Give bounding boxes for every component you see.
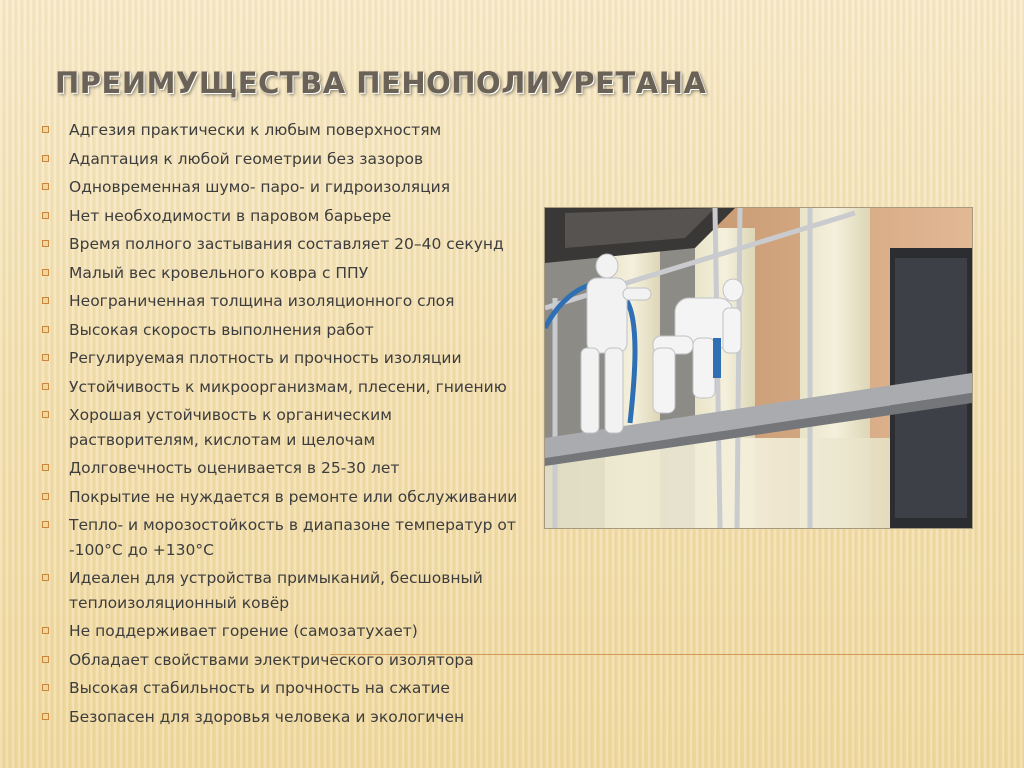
list-item xyxy=(42,483,542,512)
list-item xyxy=(42,145,542,174)
list-item xyxy=(42,287,542,316)
list-item-text: Высокая скорость выполнения работ xyxy=(69,320,374,339)
square-bullet-icon xyxy=(42,464,49,471)
square-bullet-icon xyxy=(42,383,49,390)
square-bullet-icon xyxy=(42,126,49,133)
list-item xyxy=(42,373,542,402)
list-item xyxy=(42,230,542,259)
list-item xyxy=(42,511,542,564)
list-item-text: Время полного застывания составляет 20–40 секунд xyxy=(69,235,504,253)
square-bullet-icon xyxy=(42,493,49,500)
list-item-text: Одновременная шумо- паро- и гидроизоляция xyxy=(69,178,451,196)
list-item xyxy=(42,344,542,373)
list-item xyxy=(42,454,542,483)
list-item xyxy=(42,617,542,646)
advantages-list xyxy=(42,116,542,731)
decorative-line xyxy=(330,654,1024,655)
list-item xyxy=(42,401,542,454)
square-bullet-icon xyxy=(42,212,49,219)
list-item-text: Покрытие не нуждается в ремонте или обслуживании xyxy=(69,487,518,506)
list-item-text: Нет необходимости в паровом барьере xyxy=(69,206,392,225)
square-bullet-icon xyxy=(42,240,49,247)
square-bullet-icon xyxy=(42,354,49,361)
list-item-text: Тепло- и морозостойкость в диапазоне температур от -100°С до +130°С xyxy=(69,516,516,559)
square-bullet-icon xyxy=(42,713,49,720)
photo-illustration xyxy=(545,208,972,528)
list-item xyxy=(42,259,542,288)
square-bullet-icon xyxy=(42,521,49,528)
square-bullet-icon xyxy=(42,411,49,418)
list-item-text: Не поддерживает горение (самозатухает) xyxy=(69,622,418,640)
list-item xyxy=(42,703,542,732)
list-item-text: Высокая стабильность и прочность на сжатие xyxy=(69,679,450,697)
list-item-text: Безопасен для здоровья человека и экологичен xyxy=(69,707,465,726)
list-item xyxy=(42,173,542,202)
list-item xyxy=(42,316,542,345)
list-item-text: Регулируемая плотность и прочность изоляции xyxy=(69,349,462,367)
list-item-text: Идеален для устройства примыканий, бесшовный теплоизоляционный ковёр xyxy=(69,569,483,612)
list-item xyxy=(42,646,542,675)
list-item-text: Неограниченная толщина изоляционного слоя xyxy=(69,292,455,310)
square-bullet-icon xyxy=(42,684,49,691)
list-item-text: Долговечность оценивается в 25-30 лет xyxy=(69,459,400,477)
square-bullet-icon xyxy=(42,326,49,333)
list-item xyxy=(42,116,542,145)
list-item-text: Устойчивость к микроорганизмам, плесени, гниению xyxy=(69,377,507,396)
list-item-text: Хорошая устойчивость к органическим растворителям, кислотам и щелочам xyxy=(69,406,392,449)
list-item xyxy=(42,564,542,617)
list-item-text: Адгезия практически к любым поверхностям xyxy=(69,121,442,139)
square-bullet-icon xyxy=(42,155,49,162)
slide-title: ПРЕИМУЩЕСТВА ПЕНОПОЛИУРЕТАНА xyxy=(55,66,707,100)
photo-spray-foam-insulation xyxy=(544,207,973,529)
list-item xyxy=(42,202,542,231)
list-item-text: Малый вес кровельного ковра с ППУ xyxy=(69,263,369,282)
list-item-text: Обладает свойствами электрического изолятора xyxy=(69,650,474,669)
list-item xyxy=(42,674,542,703)
list-item-text: Адаптация к любой геометрии без зазоров xyxy=(69,149,424,168)
square-bullet-icon xyxy=(42,627,49,634)
square-bullet-icon xyxy=(42,574,49,581)
square-bullet-icon xyxy=(42,656,49,663)
square-bullet-icon xyxy=(42,269,49,276)
square-bullet-icon xyxy=(42,297,49,304)
square-bullet-icon xyxy=(42,183,49,190)
